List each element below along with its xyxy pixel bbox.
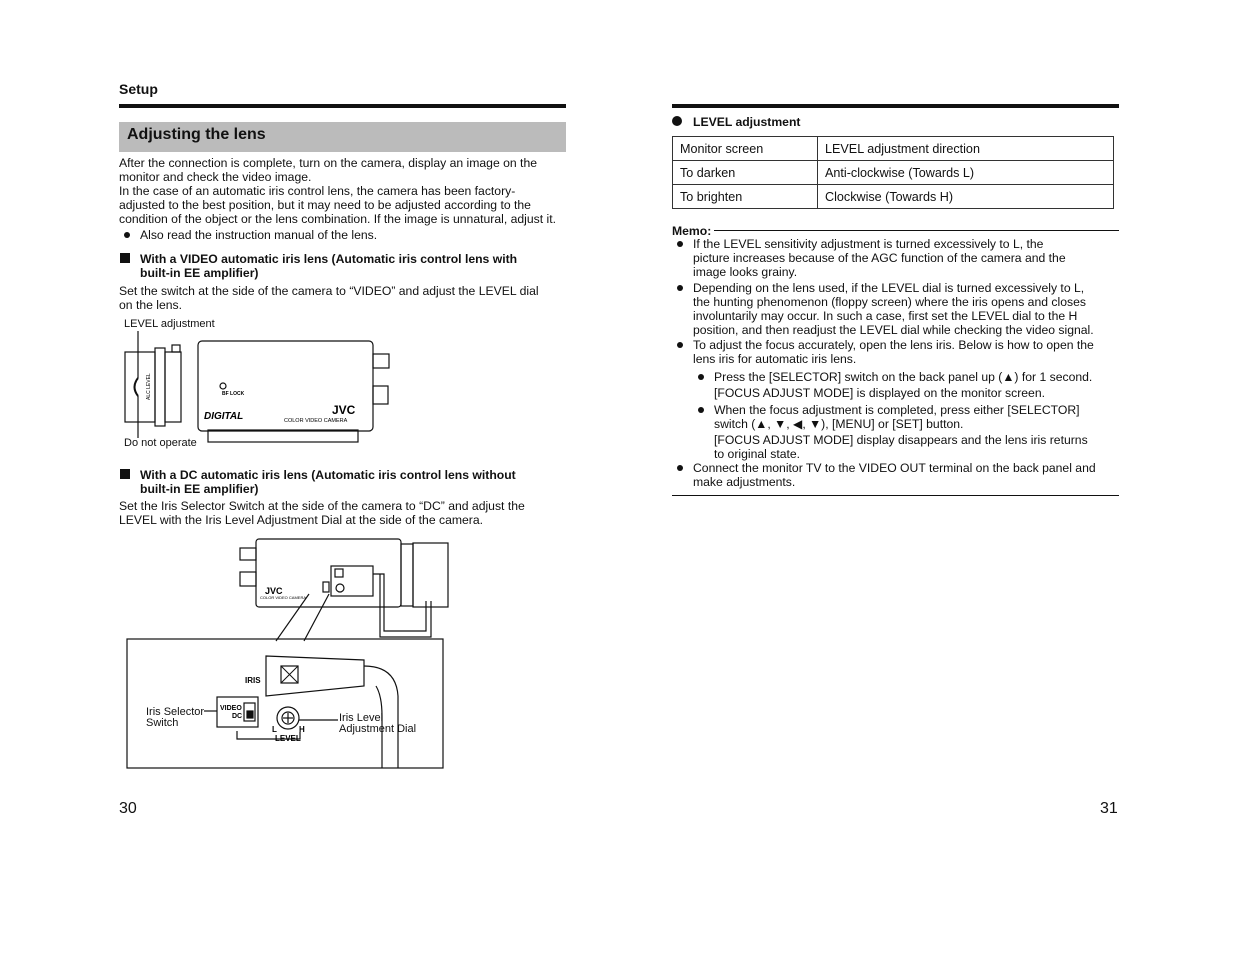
bullet-icon [677, 285, 683, 291]
text-line: on the lens. [119, 298, 183, 312]
top-rule-right [672, 104, 1119, 108]
level-label: LEVEL [275, 734, 301, 743]
label-line: Iris Level [339, 712, 384, 724]
memo-line: Connect the monitor TV to the VIDEO OUT terminal on the back panel and [693, 461, 1096, 475]
video-lens-text [119, 284, 539, 312]
table-cell: To darken [673, 161, 818, 185]
intro-paragraph [119, 156, 579, 226]
section-title: Setup [119, 81, 158, 97]
memo-line: lens iris for automatic iris lens. [693, 352, 857, 366]
memo-line: position, and then readjust the LEVEL dial while checking the video signal. [693, 323, 1094, 337]
text-line: Set the Iris Selector Switch at the side of the camera to “DC” and adjust the [119, 499, 525, 513]
memo-line: To adjust the focus accurately, open the lens iris. Below is how to open the [693, 338, 1094, 352]
sub-item [714, 403, 1080, 431]
iris-selector-label [146, 707, 204, 729]
memo-item [693, 338, 1094, 366]
fig1-label-top: LEVEL adjustment [124, 318, 215, 330]
memo-item [693, 461, 1096, 489]
level-table [672, 136, 1114, 209]
sub-item-note [714, 433, 1088, 461]
sub-item-note: [FOCUS ADJUST MODE] is displayed on the monitor screen. [714, 386, 1045, 400]
intro-line: In the case of an automatic iris control lens, the camera has been factory- [119, 184, 516, 198]
table-cell: Clockwise (Towards H) [818, 185, 1114, 209]
dc-lens-heading [140, 468, 516, 496]
bullet-icon [698, 407, 704, 413]
table-cell: Monitor screen [673, 137, 818, 161]
label-line: Switch [146, 717, 179, 729]
memo-item [693, 281, 1094, 337]
iris-label: IRIS [245, 676, 261, 685]
memo-bottom-rule [672, 495, 1119, 496]
table-row [673, 185, 1114, 209]
memo-rule [714, 230, 1119, 231]
heading-band [119, 122, 566, 152]
table-row [673, 137, 1114, 161]
memo-item [693, 237, 1066, 279]
memo-line: the hunting phenomenon (floppy screen) where the iris opens and closes [693, 295, 1086, 309]
table-cell: To brighten [673, 185, 818, 209]
sub-line: When the focus adjustment is completed, press either [SELECTOR] [714, 403, 1080, 417]
heading-line: With a VIDEO automatic iris lens (Automatic iris control lens with [140, 252, 518, 266]
square-bullet-icon [120, 253, 130, 263]
sub-line: [FOCUS ADJUST MODE] display disappears and the lens iris returns [714, 433, 1088, 447]
text-line: LEVEL with the Iris Level Adjustment Dial at the side of the camera. [119, 513, 484, 527]
label-line: Iris Selector [146, 706, 205, 718]
intro-line: adjusted to the best position, but it may need to be adjusted according to the [119, 198, 531, 212]
memo-line: picture increases because of the AGC function of the camera and the [693, 251, 1066, 265]
bullet-icon [677, 241, 683, 247]
dc-lens-text [119, 499, 525, 527]
fig1-label-bottom: Do not operate [124, 437, 197, 449]
bullet-icon [698, 374, 704, 380]
sub-line: to original state. [714, 447, 801, 461]
memo-title: Memo: [672, 224, 712, 238]
intro-line: monitor and check the video image. [119, 170, 312, 184]
memo-line: involuntarily may occur. In such a case, first set the LEVEL dial to the H [693, 309, 1078, 323]
camera-figure-video [118, 328, 398, 444]
jvc-logo: JVC [265, 586, 283, 596]
iris-dial-label [339, 713, 416, 735]
level-adjustment-title: LEVEL adjustment [693, 115, 801, 129]
bullet-text: Also read the instruction manual of the lens. [140, 228, 378, 242]
bullet-icon [124, 232, 130, 238]
square-bullet-icon [120, 469, 130, 479]
dc-label: DC [232, 713, 243, 720]
intro-line: condition of the object or the lens combination. If the image is unnatural, adjust it. [119, 212, 556, 226]
camera-model-text: COLOR VIDEO CAMERA [260, 595, 307, 600]
memo-line: Depending on the lens used, if the LEVEL dial is turned excessively to L, [693, 281, 1085, 295]
bullet-icon [672, 116, 682, 126]
page-number-right: 31 [1100, 800, 1118, 817]
top-rule [119, 104, 566, 108]
video-lens-heading [140, 252, 517, 280]
heading-line: built-in EE amplifier) [140, 266, 259, 280]
memo-line: image looks grainy. [693, 265, 798, 279]
table-cell: LEVEL adjustment direction [818, 137, 1114, 161]
lens-label-text: ALC LEVEL [146, 373, 152, 400]
l-label: L [272, 725, 277, 734]
camera-model-text: COLOR VIDEO CAMERA [284, 418, 348, 424]
memo-line: If the LEVEL sensitivity adjustment is turned excessively to L, the [693, 237, 1044, 251]
table-row [673, 161, 1114, 185]
digital-logo: DIGITAL [204, 411, 244, 422]
memo-line: make adjustments. [693, 475, 796, 489]
video-label: VIDEO [220, 705, 242, 712]
heading-line: With a DC automatic iris lens (Automatic iris control lens without [140, 468, 516, 482]
bullet-icon [677, 465, 683, 471]
sub-line: switch (▲, ▼, ◀, ▼), [MENU] or [SET] button. [714, 417, 964, 431]
h-label: H [299, 725, 305, 734]
label-line: Adjustment Dial [339, 723, 417, 735]
bflock-text: BF LOCK [222, 391, 245, 397]
text-line: Set the switch at the side of the camera to “VIDEO” and adjust the LEVEL dial [119, 284, 539, 298]
intro-line: After the connection is complete, turn on the camera, display an image on the [119, 156, 537, 170]
table-cell: Anti-clockwise (Towards L) [818, 161, 1114, 185]
bullet-icon [677, 342, 683, 348]
page-number-left: 30 [119, 800, 137, 817]
jvc-logo: JVC [332, 403, 356, 417]
heading-line: built-in EE amplifier) [140, 482, 259, 496]
page-heading: Adjusting the lens [127, 126, 266, 143]
sub-item: Press the [SELECTOR] switch on the back panel up (▲) for 1 second. [714, 370, 1093, 384]
